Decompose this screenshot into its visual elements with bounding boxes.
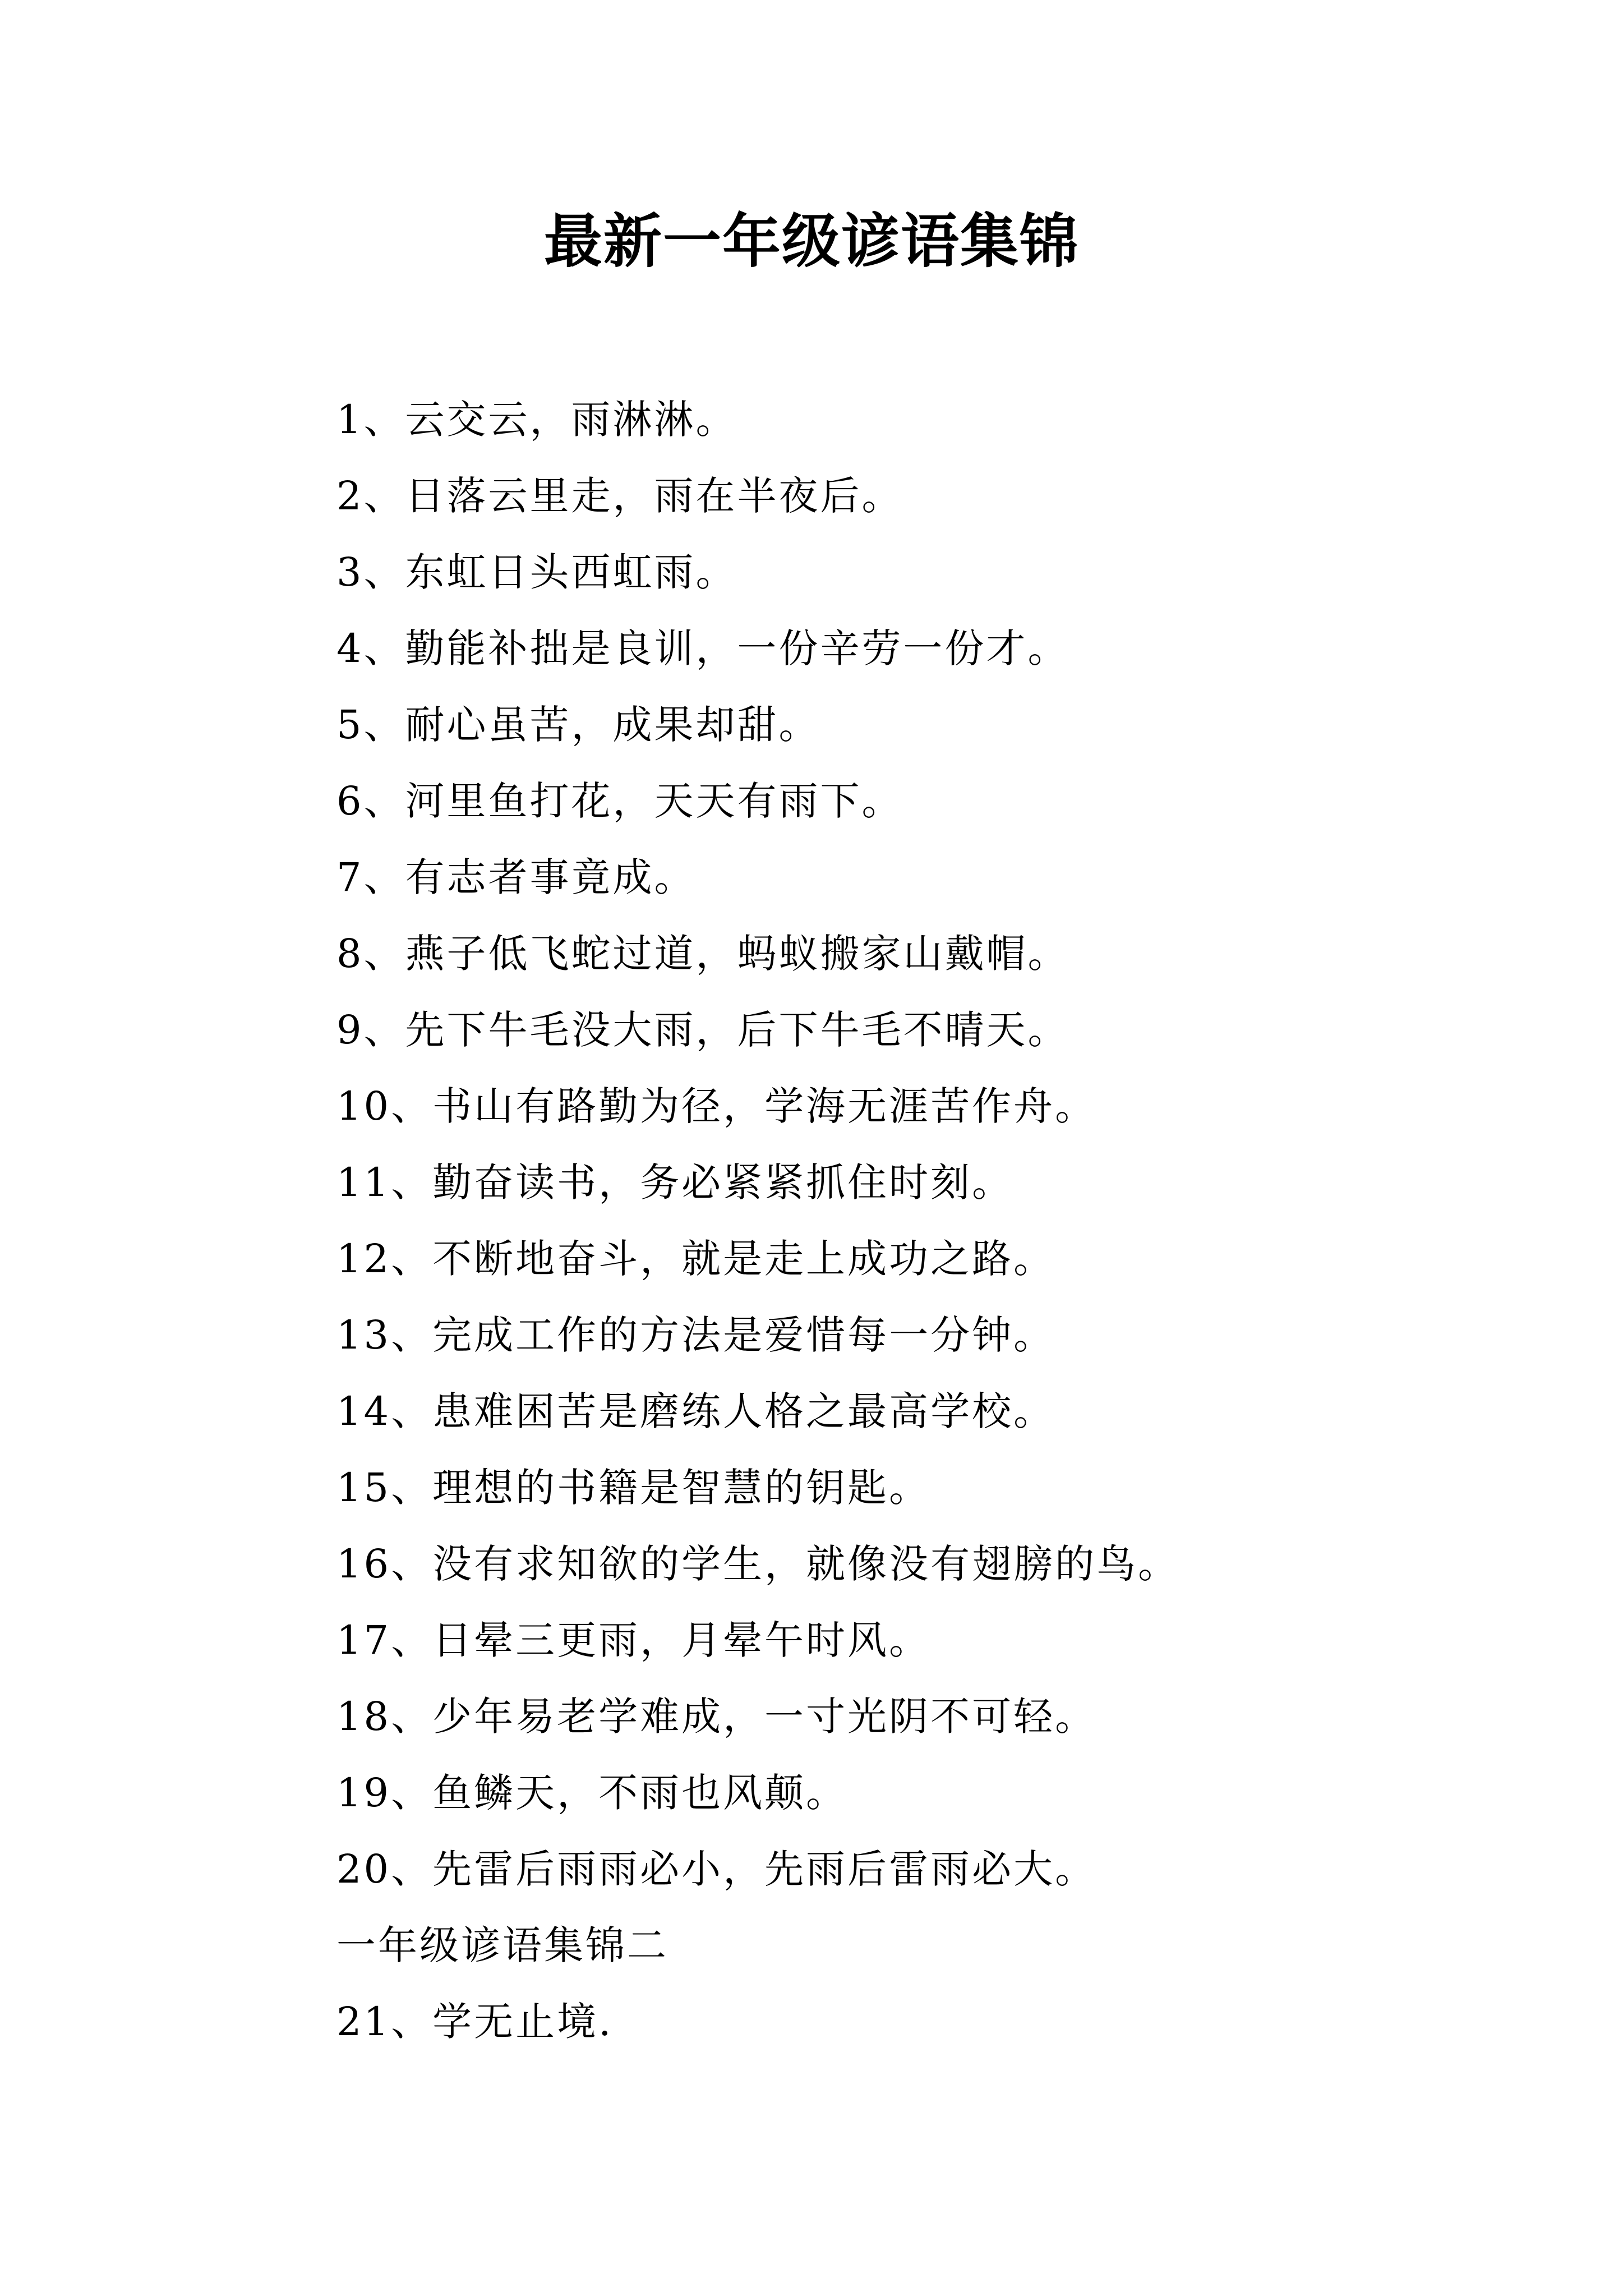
proverb-line: 13、完成工作的方法是爱惜每一分钟。 [336,1312,1055,1358]
proverb-line: 1、云交云，雨淋淋。 [336,397,737,443]
proverb-line: 7、有志者事竟成。 [336,854,696,900]
proverb-line: 3、东虹日头西虹雨。 [336,549,737,595]
proverb-line: 19、鱼鳞天，不雨也风颠。 [336,1770,848,1816]
proverb-line: 17、日晕三更雨，月晕午时风。 [336,1617,931,1663]
proverb-line: 20、先雷后雨雨必小，先雨后雷雨必大。 [336,1846,1097,1892]
proverb-line: 2、日落云里走，雨在半夜后。 [336,473,903,519]
section-heading: 一年级谚语集锦二 [336,1922,668,1968]
proverb-line: 12、不断地奋斗，就是走上成功之路。 [336,1236,1055,1282]
proverb-line: 21、学无止境. [336,1999,614,2045]
proverb-line: 6、河里鱼打花，天天有雨下。 [336,778,903,824]
proverb-line: 4、勤能补拙是良训，一份辛劳一份才。 [336,625,1069,671]
proverb-line: 16、没有求知欲的学生，就像没有翅膀的鸟。 [336,1541,1180,1587]
proverb-list [336,381,1570,2060]
proverb-line: 5、耐心虽苦，成果却甜。 [336,702,820,748]
document-title: 最新一年级谚语集锦 [543,206,1079,275]
proverb-line: 18、少年易老学难成，一寸光阴不可轻。 [336,1694,1097,1740]
proverb-line: 10、书山有路勤为径，学海无涯苦作舟。 [336,1083,1097,1129]
proverb-line: 14、患难困苦是磨练人格之最高学校。 [336,1388,1055,1434]
proverb-line: 9、先下牛毛没大雨，后下牛毛不晴天。 [336,1007,1069,1053]
proverb-line: 8、燕子低飞蛇过道，蚂蚁搬家山戴帽。 [336,931,1069,977]
proverb-line: 15、理想的书籍是智慧的钥匙。 [336,1465,931,1511]
proverb-line: 11、勤奋读书，务必紧紧抓住时刻。 [336,1159,1014,1205]
